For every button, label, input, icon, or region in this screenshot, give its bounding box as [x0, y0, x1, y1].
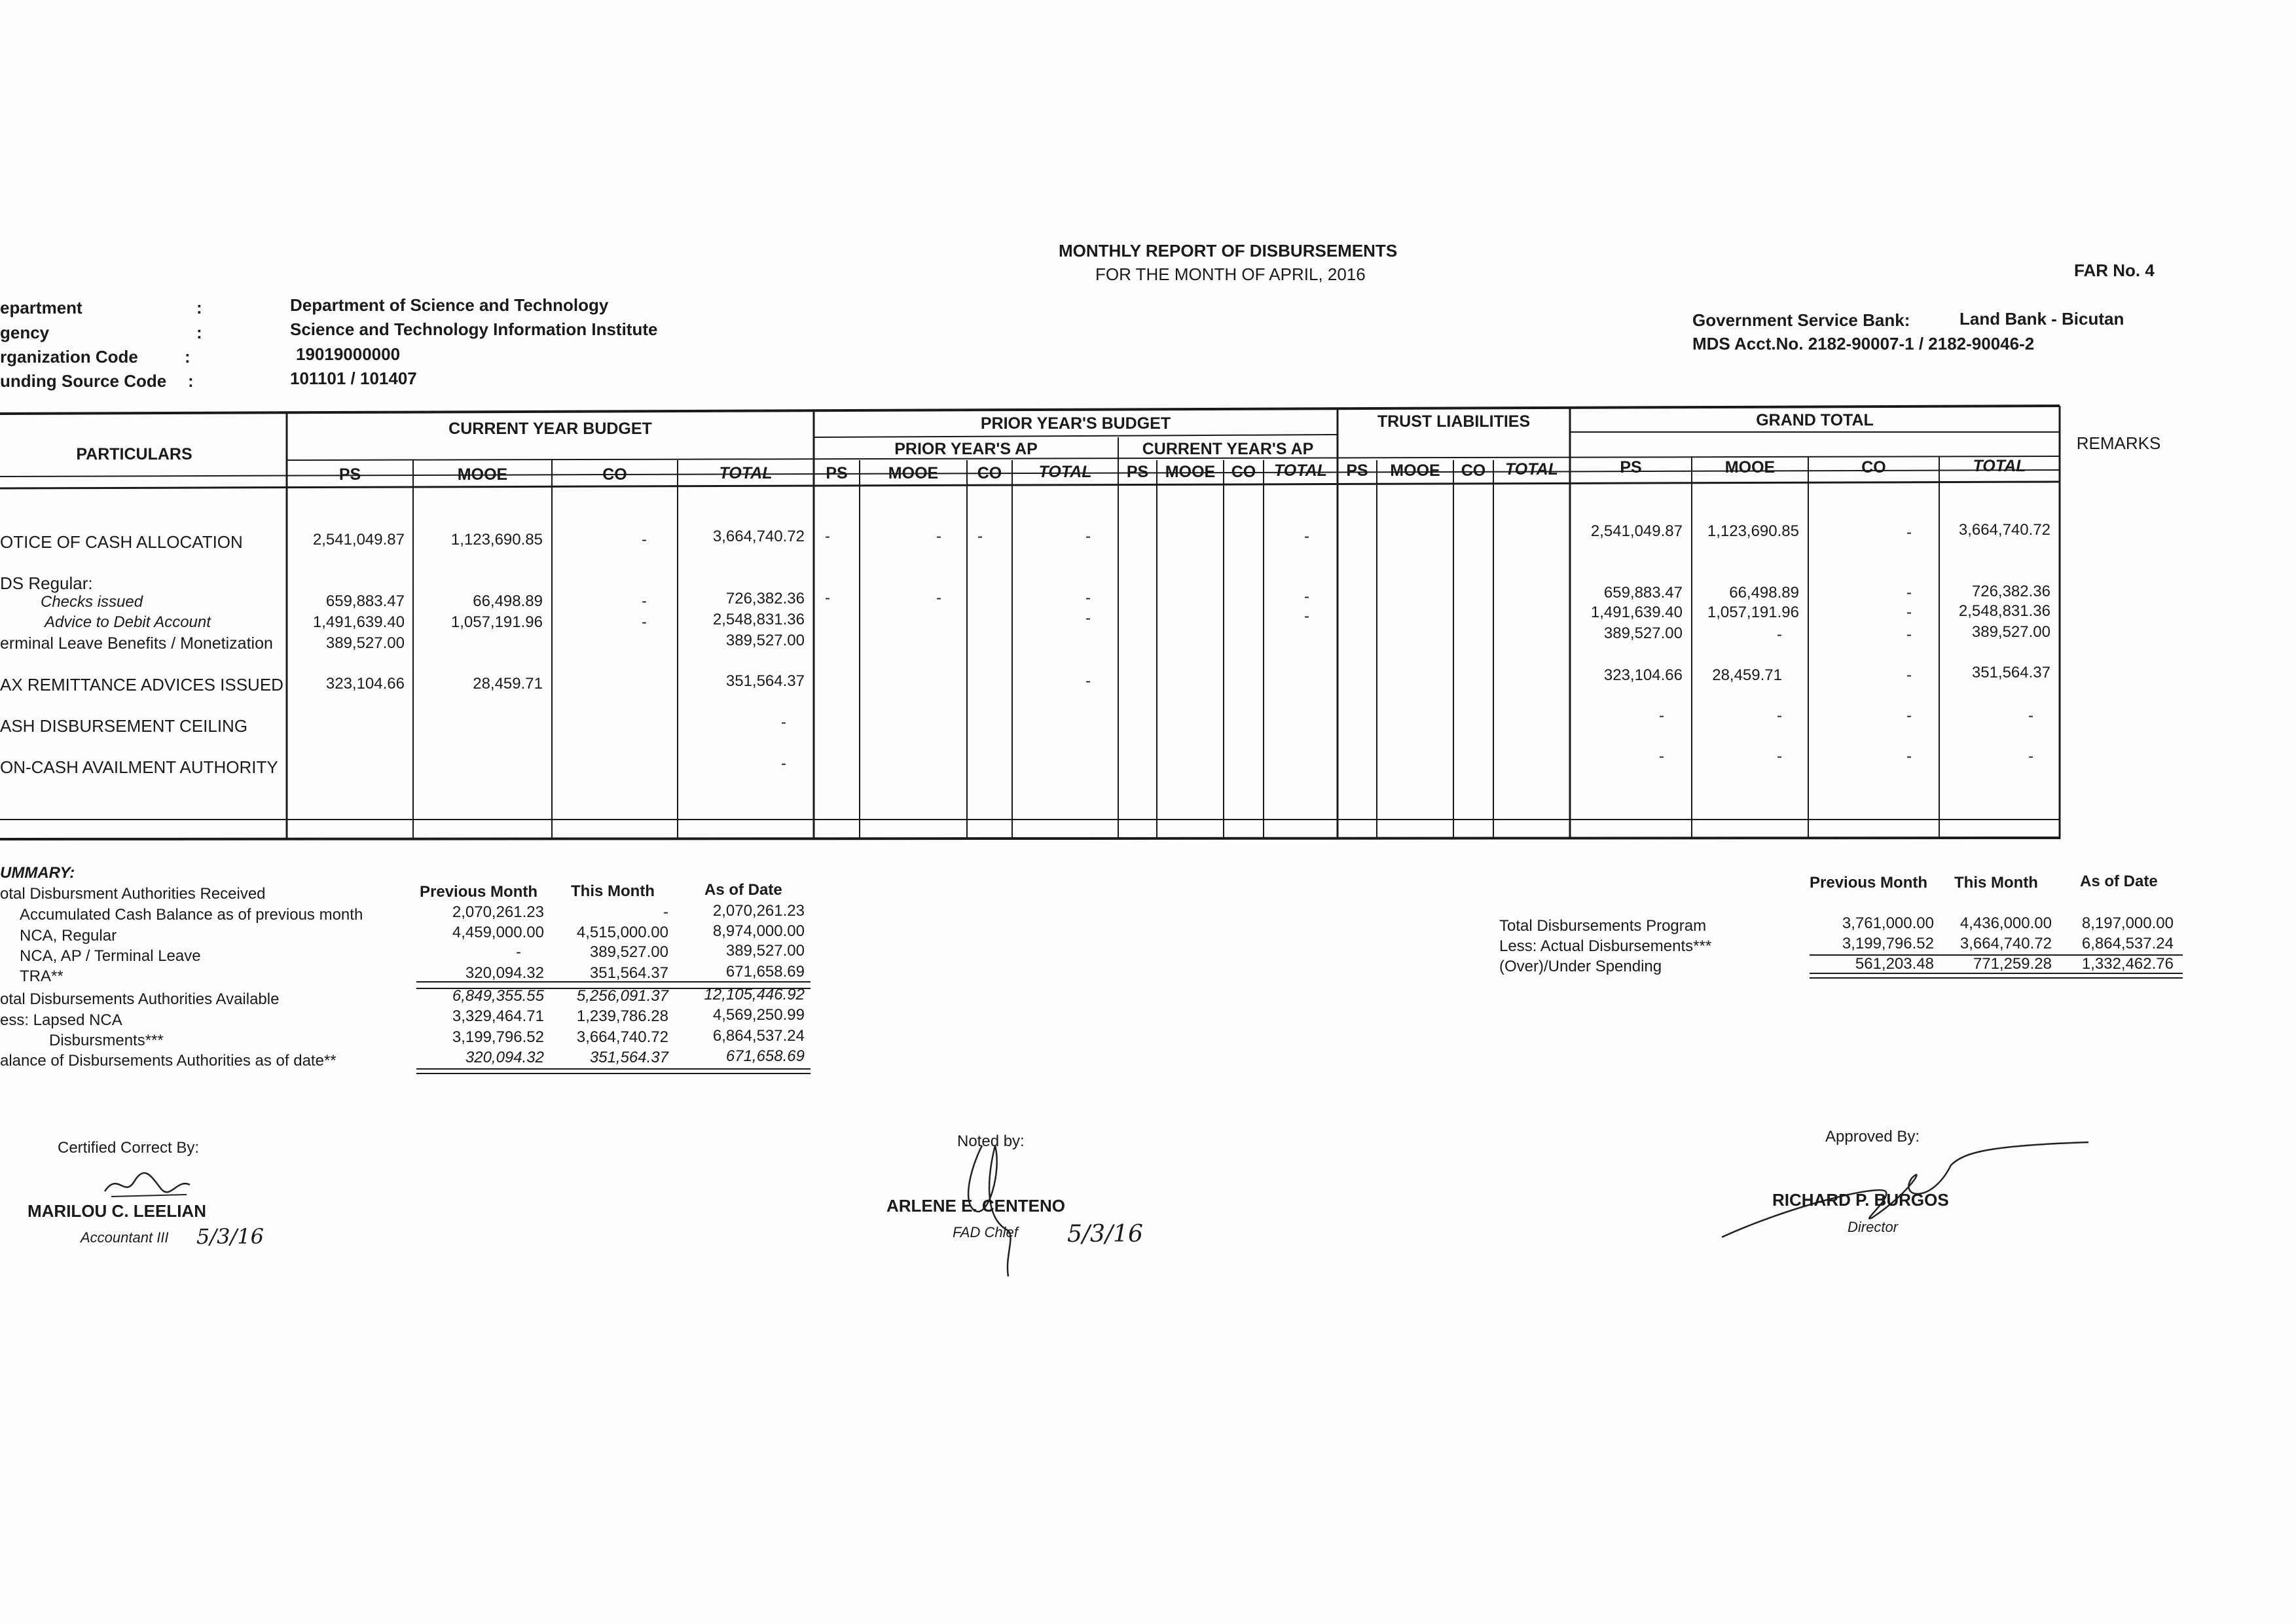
- summary-row-label: TRA**: [20, 967, 64, 985]
- table-cell: 2,548,831.36: [1958, 602, 2050, 620]
- table-cell: -: [1304, 528, 1309, 545]
- table-cell: -: [1906, 604, 1912, 621]
- table-cell: 351,564.37: [1971, 664, 2050, 681]
- table-cell: 66,498.89: [1729, 584, 1799, 602]
- table-cell: 1,057,191.96: [450, 613, 543, 631]
- table-cell: -: [936, 528, 941, 545]
- summary-value: 320,094.32: [465, 964, 544, 982]
- summary-value: 1,332,462.76: [2081, 955, 2174, 973]
- summary-col-asof: As of Date: [2080, 873, 2158, 890]
- table-cell: -: [2028, 748, 2033, 765]
- summary-value: 8,197,000.00: [2081, 914, 2174, 932]
- summary-row-label: Disbursments***: [49, 1032, 164, 1049]
- table-cell: -: [977, 528, 983, 545]
- table-cell: 351,564.37: [725, 672, 805, 690]
- info-label: epartment: [0, 298, 82, 317]
- summary-row-label: Total Disbursements Program: [1499, 917, 1707, 935]
- table-cell: 726,382.36: [1971, 583, 2050, 600]
- row-label-checks: Checks issued: [41, 593, 143, 611]
- table-cell: -: [1777, 748, 1782, 765]
- subheader-mooe: MOOE: [457, 465, 508, 484]
- table-cell: 3,664,740.72: [712, 528, 805, 545]
- subheader-total: TOTAL: [719, 464, 773, 482]
- summary-value: 3,761,000.00: [1842, 914, 1934, 932]
- summary-value: 8,974,000.00: [712, 922, 805, 940]
- summary-value: 4,436,000.00: [1959, 914, 2052, 932]
- certified-date: 5/3/16: [196, 1224, 264, 1249]
- table-cell: 66,498.89: [473, 592, 543, 610]
- table-cell: -: [1304, 607, 1309, 625]
- table-cell: -: [1659, 748, 1664, 765]
- row-label-tra: AX REMITTANCE ADVICES ISSUED: [0, 675, 283, 695]
- table-cell: 323,104.66: [325, 675, 405, 693]
- table-cell: -: [1085, 528, 1091, 545]
- table-cell: 659,883.47: [1603, 584, 1683, 602]
- summary-row-label: otal Disbursements Authorities Available: [0, 990, 280, 1008]
- summary-value: 389,527.00: [589, 943, 668, 961]
- table-cell: -: [642, 531, 647, 549]
- table-cell: -: [1777, 707, 1782, 725]
- table-cell: -: [1777, 626, 1782, 643]
- noted-name: ARLENE E. CENTENO: [886, 1196, 1066, 1216]
- table-cell: -: [1906, 524, 1912, 541]
- col-header-particulars: PARTICULARS: [76, 445, 192, 463]
- summary-value: 320,094.32: [465, 1049, 544, 1066]
- summary-value: 6,849,355.55: [452, 987, 544, 1005]
- row-label-ada: Advice to Debit Account: [45, 613, 211, 631]
- summary-value: 3,664,740.72: [1959, 935, 2052, 952]
- table-cell: -: [1659, 707, 1664, 725]
- table-cell: -: [1085, 589, 1091, 607]
- subheader-mooe: MOOE: [888, 464, 939, 482]
- summary-value: 4,459,000.00: [452, 924, 544, 941]
- row-label-cdc: ASH DISBURSEMENT CEILING: [0, 716, 248, 736]
- info-value: Science and Technology Information Institute: [290, 319, 658, 339]
- summary-col-asof: As of Date: [704, 881, 782, 899]
- table-cell: -: [1906, 666, 1912, 684]
- summary-value: 671,658.69: [725, 1047, 805, 1065]
- table-cell: -: [825, 589, 830, 607]
- summary-row-label: (Over)/Under Spending: [1499, 958, 1662, 975]
- table-cell: 389,527.00: [1971, 623, 2050, 641]
- summary-value: 561,203.48: [1855, 955, 1934, 973]
- summary-value: 12,105,446.92: [704, 986, 805, 1003]
- table-cell: 389,527.00: [325, 634, 405, 652]
- table-cell: -: [1906, 707, 1912, 725]
- certified-title: Accountant III: [81, 1229, 169, 1246]
- table-cell: -: [1906, 626, 1912, 643]
- summary-value: 2,070,261.23: [712, 902, 805, 920]
- table-cell: 389,527.00: [725, 632, 805, 649]
- table-cell: 3,664,740.72: [1958, 521, 2050, 539]
- col-header-current-years-ap: CURRENT YEAR'S AP: [1142, 440, 1314, 458]
- summary-value: -: [516, 943, 521, 961]
- summary-value: 6,864,537.24: [2081, 935, 2174, 952]
- mds-account: MDS Acct.No. 2182-90007-1 / 2182-90046-2: [1692, 334, 2035, 353]
- table-cell: -: [642, 613, 647, 631]
- table-cell: -: [781, 713, 786, 731]
- summary-title: UMMARY:: [0, 864, 75, 882]
- table-cell: 1,491,639.40: [1590, 604, 1683, 621]
- col-header-prior-years-budget: PRIOR YEAR'S BUDGET: [980, 414, 1171, 433]
- info-colon: :: [196, 323, 202, 342]
- summary-value: -: [663, 903, 668, 921]
- summary-col-this: This Month: [1954, 874, 2038, 892]
- subheader-co: CO: [1231, 463, 1256, 481]
- table-cell: -: [2028, 707, 2033, 725]
- report-title: MONTHLY REPORT OF DISBURSEMENTS: [1059, 241, 1398, 261]
- far-number: FAR No. 4: [2074, 261, 2155, 280]
- subheader-mooe: MOOE: [1390, 461, 1440, 480]
- summary-col-this: This Month: [571, 882, 655, 900]
- noted-date: 5/3/16: [1067, 1221, 1143, 1248]
- info-colon: :: [185, 347, 191, 367]
- table-cell: 2,548,831.36: [712, 611, 805, 628]
- subheader-ps: PS: [1346, 461, 1368, 480]
- row-label-terminal-leave: erminal Leave Benefits / Monetization: [0, 634, 273, 653]
- table-cell: 28,459.71: [1712, 666, 1782, 684]
- summary-col-previous: Previous Month: [420, 883, 538, 901]
- col-header-prior-years-ap: PRIOR YEAR'S AP: [894, 440, 1038, 458]
- col-header-current-year-budget: CURRENT YEAR BUDGET: [448, 420, 652, 438]
- info-value: Department of Science and Technology: [290, 295, 609, 315]
- col-header-remarks: REMARKS: [2076, 433, 2161, 453]
- report-subtitle: FOR THE MONTH OF APRIL, 2016: [1095, 264, 1366, 284]
- summary-row-label: Less: Actual Disbursements***: [1499, 937, 1712, 955]
- summary-value: 5,256,091.37: [576, 987, 668, 1005]
- summary-value: 671,658.69: [725, 963, 805, 981]
- subheader-mooe: MOOE: [1724, 458, 1776, 477]
- summary-value: 6,864,537.24: [712, 1027, 805, 1045]
- table-cell: 389,527.00: [1603, 624, 1683, 642]
- summary-value: 3,199,796.52: [452, 1028, 544, 1046]
- approved-label: Approved By:: [1825, 1128, 1920, 1146]
- info-label: unding Source Code: [0, 371, 167, 391]
- summary-value: 351,564.37: [589, 1049, 668, 1066]
- table-cell: 726,382.36: [725, 590, 805, 607]
- summary-row-label: ess: Lapsed NCA: [0, 1011, 122, 1029]
- subheader-total: TOTAL: [1504, 460, 1558, 478]
- table-cell: -: [1085, 609, 1091, 627]
- summary-value: 4,569,250.99: [712, 1006, 805, 1024]
- summary-value: 2,070,261.23: [452, 903, 544, 921]
- summary-value: 1,239,786.28: [576, 1007, 668, 1025]
- info-colon: :: [188, 371, 194, 391]
- row-label-mds-regular: DS Regular:: [0, 573, 93, 593]
- subheader-ps: PS: [1126, 463, 1149, 481]
- summary-value: 3,664,740.72: [576, 1028, 668, 1046]
- subheader-ps: PS: [338, 465, 361, 484]
- info-label: rganization Code: [0, 347, 138, 367]
- summary-row-label: Accumulated Cash Balance as of previous month: [20, 906, 363, 924]
- subheader-total: TOTAL: [1273, 461, 1327, 480]
- table-cell: -: [781, 755, 786, 772]
- table-cell: -: [1304, 588, 1309, 605]
- table-cell: 1,491,639.40: [312, 613, 405, 631]
- subheader-total: TOTAL: [1973, 457, 2026, 475]
- summary-row-label: NCA, Regular: [20, 927, 117, 945]
- table-cell: -: [825, 528, 830, 545]
- bank-label: Government Service Bank:: [1692, 310, 1910, 330]
- subheader-co: CO: [1461, 461, 1486, 480]
- summary-row-label: alance of Disbursements Authorities as of date**: [0, 1052, 337, 1070]
- table-cell: 2,541,049.87: [312, 531, 405, 549]
- info-label: gency: [0, 323, 50, 342]
- subheader-ps: PS: [1620, 458, 1642, 477]
- summary-row-label: NCA, AP / Terminal Leave: [20, 947, 201, 965]
- table-cell: -: [936, 589, 941, 607]
- bank-value: Land Bank - Bicutan: [1959, 309, 2124, 329]
- summary-row-label: otal Disbursment Authorities Received: [0, 885, 266, 903]
- subheader-co: CO: [602, 465, 627, 484]
- table-cell: -: [1085, 672, 1091, 690]
- approved-title: Director: [1848, 1219, 1899, 1235]
- info-value: 19019000000: [296, 344, 401, 364]
- row-label-ncaa: ON-CASH AVAILMENT AUTHORITY: [0, 757, 278, 777]
- subheader-total: TOTAL: [1038, 463, 1092, 481]
- subheader-mooe: MOOE: [1165, 463, 1216, 481]
- summary-value: 389,527.00: [725, 942, 805, 960]
- col-header-grand-total: GRAND TOTAL: [1756, 411, 1874, 429]
- summary-col-previous: Previous Month: [1810, 874, 1928, 892]
- table-cell: 659,883.47: [325, 592, 405, 610]
- info-value: 101101 / 101407: [290, 369, 417, 388]
- noted-title: FAD Chief: [953, 1224, 1018, 1240]
- row-label-nca: OTICE OF CASH ALLOCATION: [0, 532, 243, 552]
- subheader-co: CO: [977, 464, 1002, 482]
- table-cell: -: [1906, 748, 1912, 765]
- table-cell: 1,123,690.85: [1707, 522, 1799, 540]
- summary-value: 771,259.28: [1973, 955, 2052, 973]
- certified-signature: [98, 1165, 196, 1204]
- table-cell: 1,123,690.85: [450, 531, 543, 549]
- table-cell: 1,057,191.96: [1707, 604, 1799, 621]
- table-cell: 323,104.66: [1603, 666, 1683, 684]
- noted-label: Noted by:: [957, 1132, 1025, 1150]
- table-cell: -: [642, 592, 647, 610]
- col-header-trust-liabilities: TRUST LIABILITIES: [1377, 412, 1531, 431]
- summary-value: 351,564.37: [589, 964, 668, 982]
- info-colon: :: [196, 298, 202, 317]
- subheader-ps: PS: [826, 464, 848, 482]
- summary-value: 4,515,000.00: [576, 924, 668, 941]
- table-cell: 2,541,049.87: [1590, 522, 1683, 540]
- certified-name: MARILOU C. LEELIAN: [27, 1201, 206, 1221]
- certified-label: Certified Correct By:: [58, 1139, 200, 1157]
- subheader-co: CO: [1861, 458, 1886, 477]
- approved-name: RICHARD P. BURGOS: [1772, 1190, 1949, 1210]
- approved-signature: [1715, 1126, 2095, 1244]
- table-cell: -: [1906, 584, 1912, 602]
- summary-value: 3,329,464.71: [452, 1007, 544, 1025]
- table-cell: 28,459.71: [473, 675, 543, 693]
- summary-value: 3,199,796.52: [1842, 935, 1934, 952]
